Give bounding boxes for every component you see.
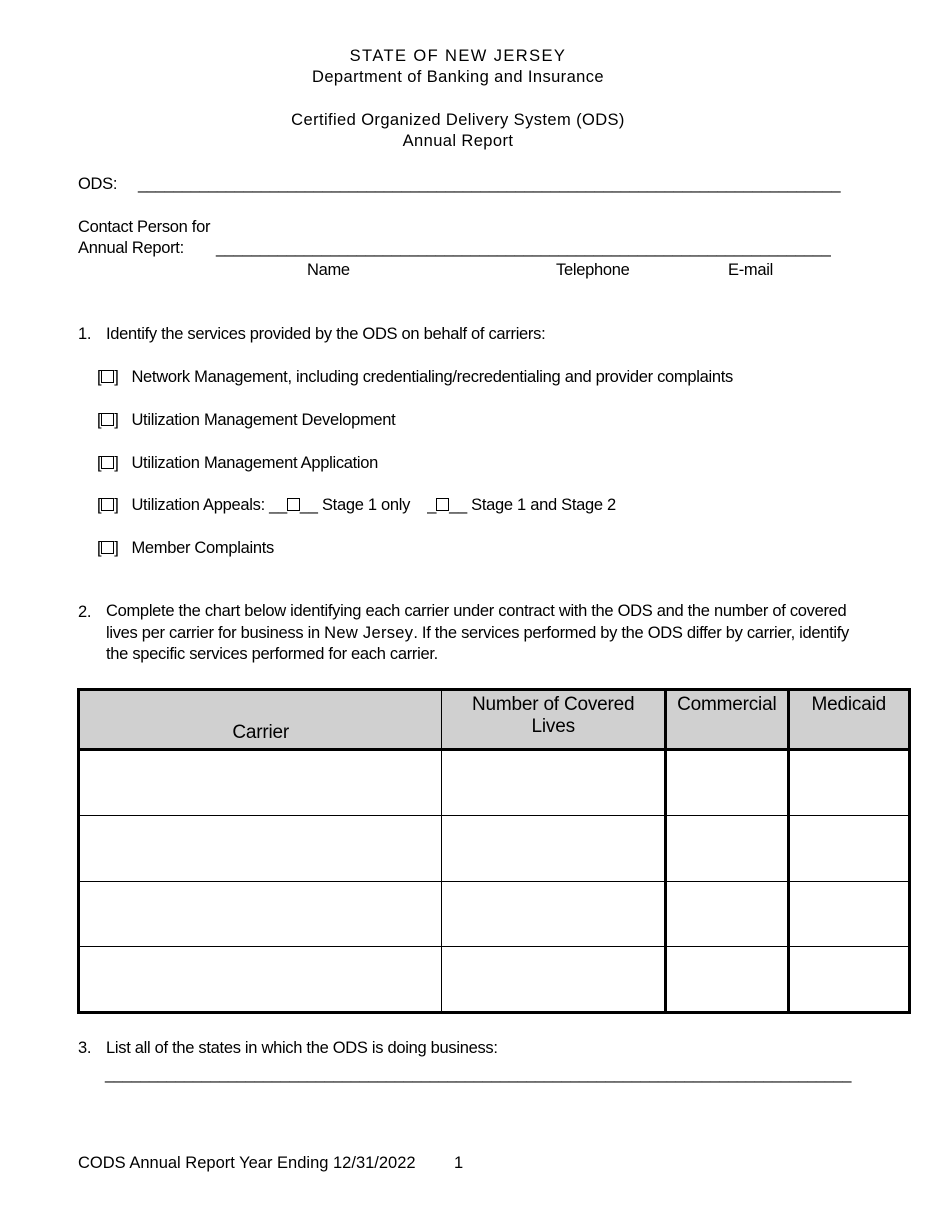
service-option-network[interactable]: [ ] Network Management, including credentialing/recredentialing and provider complaints bbox=[97, 368, 733, 386]
covered-lives-line2: Lives bbox=[531, 716, 575, 737]
contact-label-line1: Contact Person for bbox=[78, 218, 211, 236]
commercial-cell[interactable] bbox=[666, 750, 788, 816]
contact-sub-telephone: Telephone bbox=[556, 261, 630, 279]
question2-text-part2: . If the services performed by the ODS differ by carrier, identify the specific services performed for each carrier. bbox=[106, 623, 850, 663]
checkbox[interactable] bbox=[101, 456, 114, 469]
question2-number: 2. bbox=[78, 603, 92, 621]
commercial-cell[interactable] bbox=[666, 816, 788, 881]
stage1-label: Stage 1 only bbox=[321, 496, 411, 514]
checkbox[interactable] bbox=[101, 498, 114, 511]
ods-input-line[interactable]: ________________________________________________________________________________ bbox=[138, 175, 841, 193]
table-row bbox=[79, 946, 910, 1012]
question2-text-state: New Jersey bbox=[324, 623, 414, 642]
question1-number: 1. bbox=[78, 325, 92, 343]
question3-number: 3. bbox=[78, 1039, 92, 1057]
question3-text: List all of the states in which the ODS is doing business: bbox=[106, 1039, 498, 1057]
option-label: Utilization Management Application bbox=[131, 454, 379, 472]
stage1-checkbox[interactable] bbox=[287, 498, 300, 511]
form-title-line2: Annual Report bbox=[402, 132, 514, 150]
checkbox[interactable] bbox=[101, 413, 114, 426]
carrier-table bbox=[77, 688, 911, 1014]
commercial-cell[interactable] bbox=[666, 881, 788, 946]
option-label: Utilization Management Development bbox=[131, 411, 396, 429]
table-row bbox=[79, 881, 910, 946]
carrier-table-header bbox=[79, 690, 910, 750]
question1-text: Identify the services provided by the ODS on behalf of carriers: bbox=[106, 325, 546, 343]
medicaid-cell[interactable] bbox=[788, 750, 909, 816]
column-header-covered-lives bbox=[442, 690, 666, 750]
contact-input-line[interactable]: ______________________________________________________________________ bbox=[216, 239, 831, 257]
question2-text-part1: Complete the chart below identifying each carrier under contract with the ODS and the number of covered lives per carrier for business in bbox=[106, 602, 847, 642]
option-label: Member Complaints bbox=[131, 539, 274, 557]
medicaid-cell[interactable] bbox=[788, 881, 909, 946]
carrier-cell[interactable] bbox=[79, 816, 442, 881]
carrier-cell[interactable] bbox=[79, 750, 442, 816]
contact-label-line2: Annual Report: bbox=[78, 239, 184, 257]
form-title-line1: Certified Organized Delivery System (ODS) bbox=[291, 111, 625, 129]
table-row bbox=[79, 816, 910, 881]
column-header-carrier: Carrier bbox=[79, 690, 442, 750]
covered-lives-cell[interactable] bbox=[442, 881, 666, 946]
table-row bbox=[79, 750, 910, 816]
service-option-um-application[interactable]: [ ] Utilization Management Application bbox=[97, 454, 379, 472]
carrier-cell[interactable] bbox=[79, 946, 442, 1012]
department-heading: Department of Banking and Insurance bbox=[312, 68, 604, 86]
commercial-cell[interactable] bbox=[666, 946, 788, 1012]
column-header-commercial: Commercial bbox=[666, 690, 788, 750]
state-heading: STATE OF NEW JERSEY bbox=[349, 47, 567, 65]
covered-lives-cell[interactable] bbox=[442, 946, 666, 1012]
contact-sub-email: E-mail bbox=[728, 261, 773, 279]
contact-sub-name: Name bbox=[307, 261, 350, 279]
medicaid-cell[interactable] bbox=[788, 946, 909, 1012]
states-input-line[interactable]: _____________________________________________________________________________________ bbox=[105, 1065, 852, 1083]
service-option-um-development[interactable]: [ ] Utilization Management Development bbox=[97, 411, 396, 429]
checkbox[interactable] bbox=[101, 370, 114, 383]
covered-lives-cell[interactable] bbox=[442, 816, 666, 881]
question2-text bbox=[106, 601, 866, 666]
service-option-member-complaints[interactable]: [ ] Member Complaints bbox=[97, 539, 274, 557]
covered-lives-cell[interactable] bbox=[442, 750, 666, 816]
option-label: Network Management, including credentialing/recredentialing and provider complaints bbox=[131, 368, 733, 386]
option-label: Utilization Appeals: bbox=[131, 496, 265, 514]
page-number: 1 bbox=[454, 1154, 463, 1172]
footer-label: CODS Annual Report Year Ending 12/31/2022 bbox=[78, 1154, 416, 1172]
covered-lives-line1: Number of Covered bbox=[471, 694, 635, 715]
medicaid-cell[interactable] bbox=[788, 816, 909, 881]
stage2-checkbox[interactable] bbox=[436, 498, 449, 511]
column-header-medicaid: Medicaid bbox=[788, 690, 909, 750]
carrier-cell[interactable] bbox=[79, 881, 442, 946]
service-option-utilization-appeals[interactable]: [ ] Utilization Appeals: __ __ Stage 1 only _ __ Stage 1 and Stage 2 bbox=[97, 496, 616, 514]
ods-label: ODS: bbox=[78, 175, 118, 193]
checkbox[interactable] bbox=[101, 541, 114, 554]
stage2-label: Stage 1 and Stage 2 bbox=[471, 496, 616, 514]
